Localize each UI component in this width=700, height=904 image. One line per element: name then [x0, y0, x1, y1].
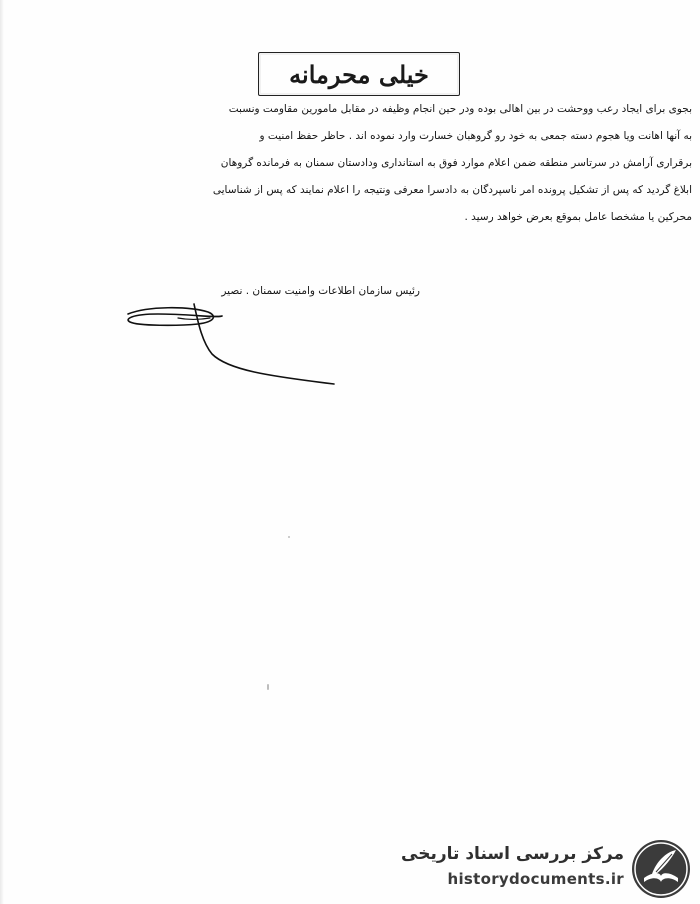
book-feather-logo-icon [630, 838, 692, 900]
handwritten-signature [118, 292, 348, 392]
archive-name: مرکز بررسی اسناد تاریخی [401, 844, 624, 864]
scan-speck [267, 684, 269, 690]
stamp-text: خیلی محرمانه [289, 59, 429, 89]
body-line-1: بجوی برای ایجاد رعب ووحشت در بین اهالی بوده ودر حین انجام وظیفه در مقابل مامورین مقاومت ونسبت [228, 103, 692, 115]
body-line-4: ابلاغ گردید که پس از تشکیل پرونده امر ناسپردگان به دادسرا معرفی ونتیجه را اعلام نمایند که پس از شناسایی [212, 184, 692, 196]
signature-title: رئیس سازمان اطلاعات وامنیت سمنان . نصیر [221, 285, 420, 297]
body-line-2: به آنها اهانت ویا هجوم دسته جمعی به خود رو گروهبان خسارت وارد نموده اند . حاظر حفظ امنیت و [259, 130, 692, 142]
body-line-3: برقراری آرامش در سرتاسر منطقه ضمن اعلام موارد فوق به استانداری ودادستان سمنان به فرمانده گروهان [220, 157, 692, 169]
body-line-5: محرکین یا مشخصا عامل بموقع بعرض خواهد رسید . [464, 211, 692, 223]
document-body [8, 96, 692, 231]
scan-speck [288, 536, 290, 538]
scan-edge [0, 0, 4, 904]
archive-url: historydocuments.ir [447, 870, 624, 888]
classification-stamp [258, 52, 460, 96]
archive-watermark [400, 838, 694, 900]
